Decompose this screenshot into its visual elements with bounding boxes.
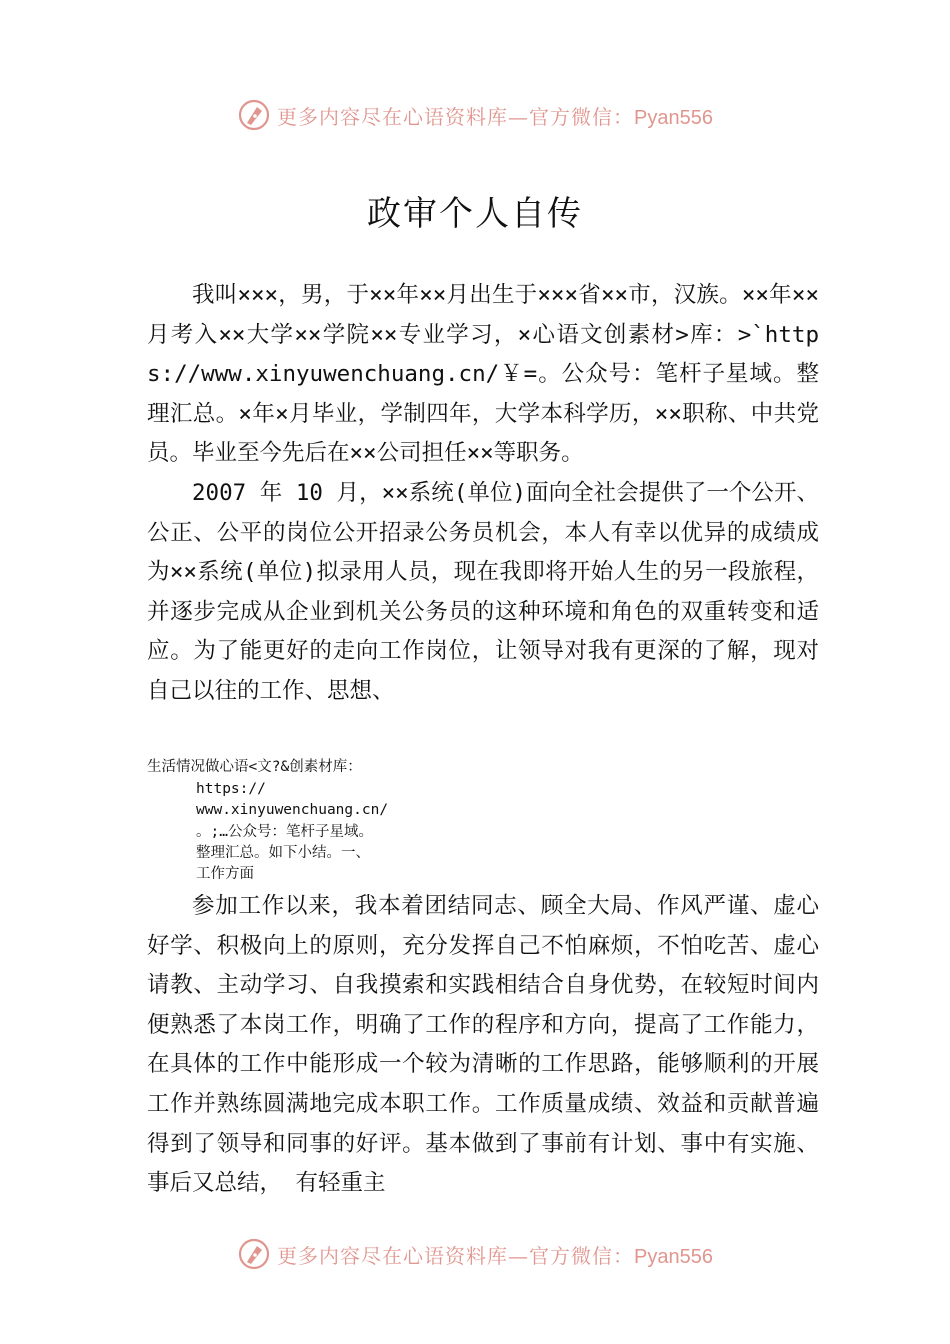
footer-watermark	[0, 1234, 950, 1274]
paragraph-2: 2007 年 10 月，××系统(单位)面向全社会提供了一个公开、公正、公平的岗位公开招录公务员机会，本人有幸以优异的成绩成为××系统(单位)拟录用人员，现在我即将开始人生的另一段旅程，并逐步完成从企业到机关公务员的这种环境和角色的双重转变和适应。为了能更好的走向工作岗位，让领导对我有更深的了解，现对自己以往的工作、思想、	[147, 479, 819, 704]
body-text-block-a	[147, 276, 819, 712]
watermark-text: 更多内容尽在心语资料库—官方微信：Pyan556	[277, 104, 713, 129]
paragraph-1: 我叫×××，男，于××年××月出生于×××省××市，汉族。××年××月考入××大学××学院××专业学习，×心语文创素材>库：>`https://www.xinyuwenchuang.cn/￥=。公众号：笔杆子星域。整理汇总。×年×月毕业，学制四年，大学本科学历，××职称、中共党员。毕业至今先后在××公司担任××等职务。	[147, 282, 819, 467]
small-line-1: 生活情况做心语<文?&创素材库：	[147, 759, 362, 775]
body-text-block-c	[147, 887, 819, 1204]
pen-nib-logo-icon	[237, 1237, 271, 1271]
pen-nib-logo-icon	[237, 98, 271, 132]
small-line-6: 工作方面	[196, 866, 254, 882]
watermark-text: 更多内容尽在心语资料库—官方微信：Pyan556	[277, 1243, 713, 1268]
wechat-id: Pyan556	[634, 106, 713, 129]
header-watermark	[0, 95, 950, 135]
wechat-id: Pyan556	[634, 1245, 713, 1268]
page-title: 政审个人自传	[367, 194, 583, 234]
small-line-5: 整理汇总。如下小结。一、	[196, 845, 370, 861]
paragraph-3: 参加工作以来，我本着团结同志、顾全大局、作风严谨、虚心好学、积极向上的原则，充分发挥自己不怕麻烦，不怕吃苦、虚心请教、主动学习、自我摸索和实践相结合自身优势，在较短时间内便熟悉了本岗工作，明确了工作的程序和方向，提高了工作能力，在具体的工作中能形成一个较为清晰的工作思路，能够顺利的开展工作并熟练圆满地完成本职工作。工作质量成绩、效益和贡献普遍得到了领导和同事的好评。基本做到了事前有计划、事中有实施、事后又总结， 有轻重主	[147, 893, 819, 1197]
small-line-3: www.xinyuwenchuang.cn/	[196, 802, 389, 818]
small-line-4: 。;…公众号：笔杆子星域。	[196, 824, 373, 840]
small-line-2: https://	[196, 781, 266, 797]
